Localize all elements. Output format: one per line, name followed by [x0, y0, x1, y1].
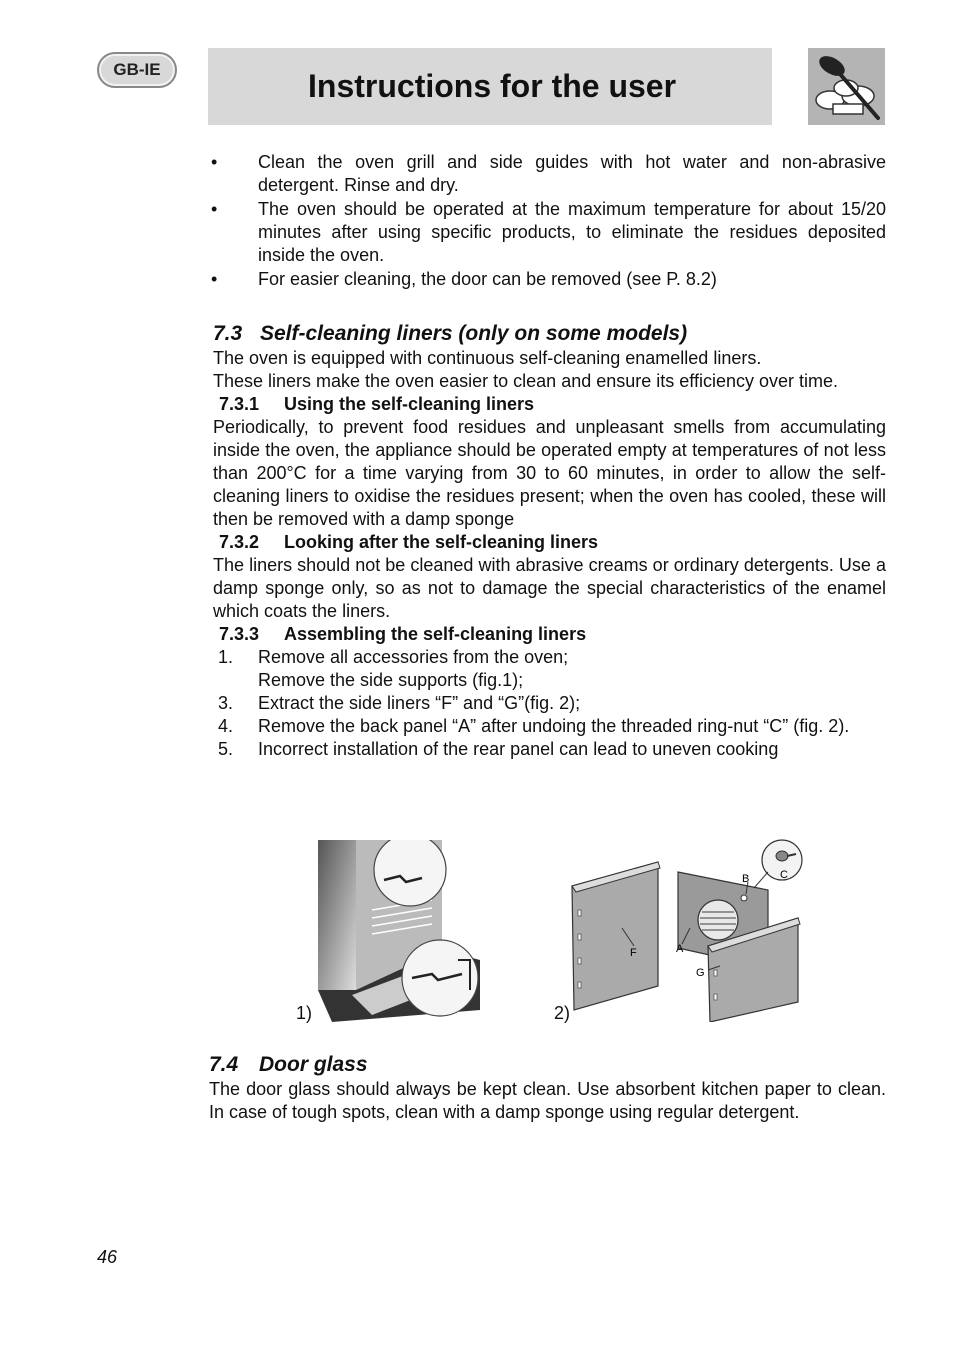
figure-1-oven-interior	[312, 840, 480, 1022]
bullet-icon: •	[211, 152, 218, 172]
subsection-heading: 7.3.3 Assembling the self-cleaning liners	[219, 624, 587, 644]
list-item: • Clean the oven grill and side guides with hot water and non-abrasive detergent. Rinse and dry.	[211, 152, 886, 195]
section-heading: 7.3 Self-cleaning liners (only on some models)	[213, 322, 688, 345]
chef-logo-icon	[808, 48, 885, 125]
header-bar	[208, 48, 772, 125]
paragraph: Periodically, to prevent food residues and unpleasant smells from accumulating inside the oven, the appliance should be operated empty at temperatures of not less than 200°C for a time varying from 30 to 60 minutes, in order to allow the self-cleaning liners to oxidise the residues present; when the oven has cooled, these will then be removed with a damp sponge	[213, 417, 886, 529]
label-b: B	[742, 873, 750, 885]
bullet-icon: •	[211, 199, 218, 219]
paragraph: The door glass should always be kept clean. Use absorbent kitchen paper to clean. In case of tough spots, clean with a damp sponge using regular detergent.	[209, 1079, 886, 1122]
list-item: Remove the side supports (fig.1);	[258, 670, 524, 690]
list-item: • The oven should be operated at the maximum temperature for about 15/20 minutes after using specific products, to eliminate the residues deposited inside the oven.	[211, 199, 886, 265]
section-7-4	[209, 1052, 886, 1124]
list-item: 5. Incorrect installation of the rear panel can lead to uneven cooking	[218, 739, 779, 759]
figure-1-label: 1)	[296, 1003, 313, 1023]
label-f: F	[630, 947, 637, 959]
paragraph: The oven is equipped with continuous self-cleaning enamelled liners.	[213, 348, 762, 368]
section-heading: 7.4 Door glass	[209, 1053, 368, 1076]
figure-2-liners	[568, 838, 808, 1022]
steps-list	[213, 646, 886, 761]
label-a: A	[676, 943, 684, 955]
label-g: G	[696, 967, 705, 979]
list-item: 1. Remove all accessories from the oven;	[218, 647, 569, 667]
figure-2-label: 2)	[554, 1003, 571, 1023]
language-badge: GB-IE	[97, 52, 177, 88]
section-7-3	[213, 321, 886, 761]
subsection-heading: 7.3.1 Using the self-cleaning liners	[219, 394, 535, 414]
page-number: 46	[97, 1247, 118, 1267]
bullet-list	[213, 151, 886, 292]
list-item: • For easier cleaning, the door can be removed (see P. 8.2)	[211, 269, 717, 289]
subsection-heading: 7.3.2 Looking after the self-cleaning liners	[219, 532, 599, 552]
bullet-icon: •	[211, 269, 218, 289]
paragraph: These liners make the oven easier to clean and ensure its efficiency over time.	[213, 371, 838, 391]
page-title: Instructions for the user	[308, 68, 677, 104]
paragraph: The liners should not be cleaned with abrasive creams or ordinary detergents. Use a damp sponge only, so as not to damage the special characteristics of the enamel which coats the liners.	[213, 555, 886, 621]
list-item: 3. Extract the side liners “F” and “G”(fig. 2);	[218, 693, 581, 713]
label-c: C	[780, 869, 788, 881]
list-item: 4. Remove the back panel “A” after undoing the threaded ring-nut “C” (fig. 2).	[218, 716, 850, 736]
